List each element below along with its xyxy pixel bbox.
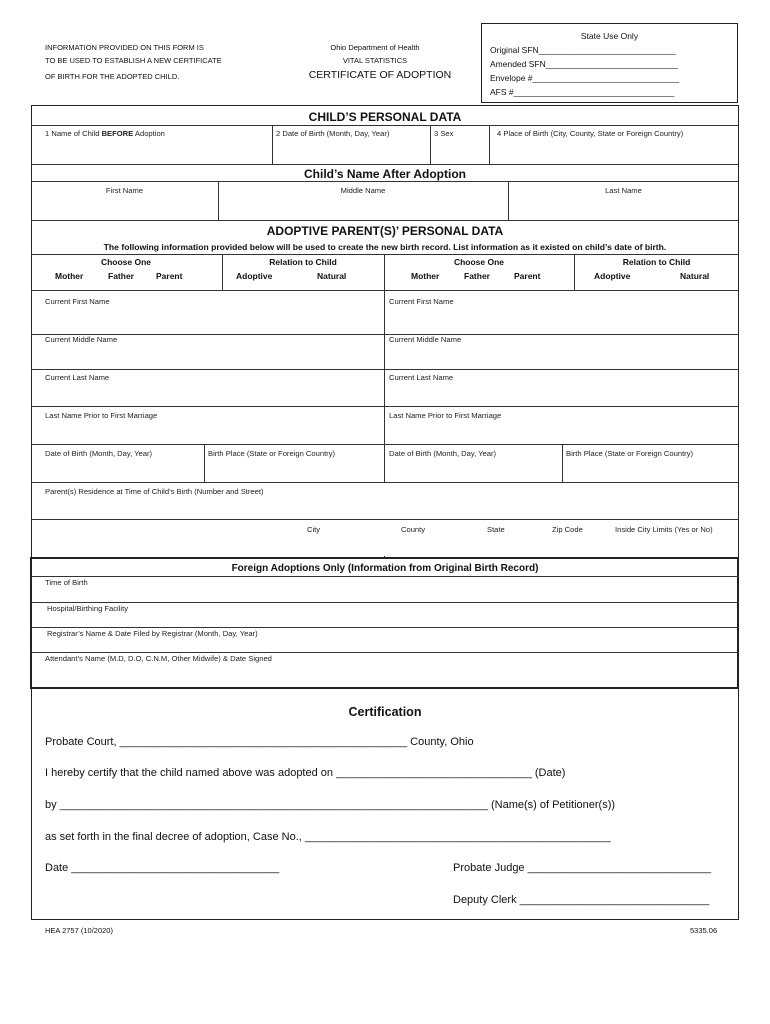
- parent2-current-first-label: Current First Name: [389, 297, 454, 306]
- parent1-current-last-label: Current Last Name: [45, 373, 110, 382]
- residence-zip-label: Zip Code: [552, 525, 583, 534]
- hospital-label: Hospital/Birthing Facility: [47, 604, 129, 613]
- child-name-before-label: 1 Name of Child BEFORE Adoption: [45, 129, 165, 138]
- divider: [31, 254, 739, 255]
- form-title: CERTIFICATE OF ADOPTION: [308, 69, 452, 81]
- divider: [31, 181, 739, 182]
- info-line-1: INFORMATION PROVIDED ON THIS FORM IS: [45, 43, 204, 52]
- form-code: 5335.06: [690, 926, 718, 935]
- divider: [31, 652, 739, 653]
- parent1-current-first-label: Current First Name: [45, 297, 110, 306]
- parent1-birthplace-label: Birth Place (State or Foreign Country): [208, 449, 336, 458]
- divider: [31, 334, 739, 335]
- divider: [31, 220, 739, 221]
- department-name: Ohio Department of Health: [330, 43, 420, 52]
- divider: [31, 627, 739, 628]
- parent2-parent-option[interactable]: Parent: [514, 271, 541, 281]
- residence-label: Parent(s) Residence at Time of Child’s Birth (Number and Street): [45, 487, 264, 496]
- registrar-label: Registrar’s Name & Date Filed by Registrar (Month, Day, Year): [47, 629, 258, 638]
- state-use-title: State Use Only: [580, 31, 639, 41]
- info-line-3: OF BIRTH FOR THE ADOPTED CHILD.: [45, 72, 180, 81]
- certification-title: Certification: [348, 705, 422, 719]
- parent2-choose-one: Choose One: [453, 257, 505, 267]
- divider: [31, 125, 739, 126]
- form-number: HEA 2757 (10/2020): [45, 926, 113, 935]
- residence-county-label: County: [401, 525, 426, 534]
- probate-judge-line[interactable]: Probate Judge ______________________________: [453, 862, 712, 874]
- parent2-adoptive-option[interactable]: Adoptive: [594, 271, 631, 281]
- amended-sfn-field[interactable]: Amended SFN____________________________: [490, 59, 679, 69]
- divider: [31, 290, 739, 291]
- parents-note: The following information provided below will be used to create the new birth record. List information as it existed on child’s date of birth.: [103, 242, 667, 252]
- parent2-natural-option[interactable]: Natural: [680, 271, 710, 281]
- divider: [489, 125, 490, 164]
- parent1-dob-label: Date of Birth (Month, Day, Year): [45, 449, 153, 458]
- parent2-birthplace-label: Birth Place (State or Foreign Country): [566, 449, 694, 458]
- time-of-birth-label: Time of Birth: [45, 578, 88, 587]
- parent2-current-middle-label: Current Middle Name: [389, 335, 462, 344]
- deputy-clerk-line[interactable]: Deputy Clerk _______________________________: [453, 894, 710, 906]
- child-section-title: CHILD’S PERSONAL DATA: [308, 110, 462, 124]
- divider: [31, 602, 739, 603]
- info-line-2: TO BE USED TO ESTABLISH A NEW CERTIFICATE: [45, 56, 222, 65]
- original-sfn-field[interactable]: Original SFN_____________________________: [490, 45, 676, 55]
- foreign-section-title: Foreign Adoptions Only (Information from Original Birth Record): [231, 563, 539, 574]
- residence-city-label: City: [307, 525, 321, 534]
- parent1-choose-one: Choose One: [100, 257, 152, 267]
- parent1-parent-option[interactable]: Parent: [156, 271, 183, 281]
- divider: [562, 444, 563, 482]
- residence-state-label: State: [487, 525, 505, 534]
- divider: [204, 444, 205, 482]
- divider: [31, 519, 739, 520]
- divider: [31, 576, 739, 577]
- date-line[interactable]: Date __________________________________: [45, 862, 280, 874]
- parent2-last-prior-label: Last Name Prior to First Marriage: [389, 411, 502, 420]
- parent1-mother-option[interactable]: Mother: [55, 271, 84, 281]
- attendant-label: Attendant’s Name (M.D, D.O, C.N.M, Other Midwife) & Date Signed: [45, 654, 272, 663]
- afs-field[interactable]: AFS #__________________________________: [490, 87, 675, 97]
- divider: [31, 406, 739, 407]
- parents-section-title: ADOPTIVE PARENT(S)’ PERSONAL DATA: [266, 224, 504, 238]
- divider: [272, 125, 273, 164]
- divider: [31, 369, 739, 370]
- adoption-date-line[interactable]: I hereby certify that the child named above was adopted on ________________________________ (Date): [45, 767, 566, 779]
- after-first-name-label: First Name: [105, 186, 144, 195]
- parent1-current-middle-label: Current Middle Name: [45, 335, 118, 344]
- parent1-last-prior-label: Last Name Prior to First Marriage: [45, 411, 158, 420]
- after-section-title: Child’s Name After Adoption: [304, 167, 466, 181]
- envelope-field[interactable]: Envelope #_______________________________: [490, 73, 680, 83]
- child-birthplace-label: 4 Place of Birth (City, County, State or Foreign Country): [497, 129, 684, 138]
- vital-statistics: VITAL STATISTICS: [342, 56, 408, 65]
- parent1-father-option[interactable]: Father: [108, 271, 134, 281]
- residence-inside-city-label: Inside City Limits (Yes or No): [615, 525, 713, 534]
- parent1-natural-option[interactable]: Natural: [317, 271, 347, 281]
- petitioners-line[interactable]: by ______________________________________________________________________ (Name(s) of Petitioner(s)): [45, 799, 616, 811]
- probate-court-line[interactable]: Probate Court, _______________________________________________ County, Ohio: [45, 736, 474, 748]
- child-sex-label: 3 Sex: [434, 129, 454, 138]
- divider: [31, 164, 739, 165]
- parent2-mother-option[interactable]: Mother: [411, 271, 440, 281]
- parent1-adoptive-option[interactable]: Adoptive: [236, 271, 273, 281]
- case-number-line[interactable]: as set forth in the final decree of adoption, Case No., __________________________________________________: [45, 831, 611, 843]
- after-middle-name-label: Middle Name: [340, 186, 386, 195]
- after-last-name-label: Last Name: [605, 186, 642, 195]
- parent2-current-last-label: Current Last Name: [389, 373, 454, 382]
- divider: [430, 125, 431, 164]
- parent1-relation: Relation to Child: [269, 257, 337, 267]
- child-dob-label: 2 Date of Birth (Month, Day, Year): [276, 129, 390, 138]
- parent2-relation: Relation to Child: [622, 257, 691, 267]
- parent2-dob-label: Date of Birth (Month, Day, Year): [389, 449, 497, 458]
- divider: [31, 444, 739, 445]
- parent2-father-option[interactable]: Father: [464, 271, 490, 281]
